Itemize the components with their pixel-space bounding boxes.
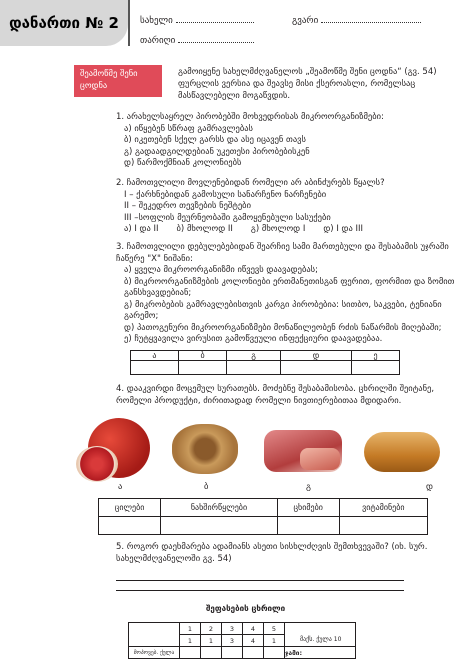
score-earned-3[interactable]: [222, 647, 243, 659]
pomegranate-half-image: [76, 446, 118, 482]
date-field[interactable]: [140, 34, 254, 46]
score-max-2: 1: [201, 635, 222, 647]
date-dots: [178, 34, 254, 43]
q3-option-c: გ) მიკრობების გამრავლებისთვის კარგი პირობებია: სითბო, საკვები, ტენიანი გარემო;: [124, 299, 442, 321]
q2-line-3: III –სოფლის მეურნეობაში გამოყენებული სასუქები: [124, 212, 331, 223]
q1-option-a: ა) იწყებენ სწრაფ გამრავლებას: [124, 123, 254, 134]
name-label: სახელი: [140, 16, 173, 26]
q3-answer-cell-c[interactable]: [227, 361, 280, 375]
score-header-2: 2: [201, 623, 222, 635]
q3-answer-cell-d[interactable]: [280, 361, 351, 375]
question-1: [116, 112, 456, 170]
score-header-4: 4: [243, 623, 264, 635]
question-3: [116, 242, 461, 346]
question-3-text: 3. ჩამოთვლილი დებულებებიდან შეარჩიე სამი მართებული და შესაბამის უჯრაში ჩაწერე "X" ნიშანი:: [116, 242, 449, 264]
score-earned-5[interactable]: [264, 647, 285, 659]
q3-cell-d-label: დ: [280, 351, 351, 361]
answer-line-1[interactable]: [116, 580, 404, 581]
scoring-earned-label: მოპოვებ. ქულა: [129, 647, 180, 659]
walnut-image: [172, 424, 238, 474]
q4-answer-table: [98, 498, 428, 535]
surname-field[interactable]: [292, 14, 421, 26]
q3-option-a: ა) ყველა მიკროორგანიზმი იწვევს დაავადებას;: [124, 265, 318, 275]
q3-cell-b-label: ბ: [178, 351, 227, 361]
q4-answer-fats[interactable]: [277, 517, 339, 535]
name-dots: [176, 14, 254, 23]
q3-option-e: ე) ჩუტყვავილა ვირუსით გამოწვეული ინფექციური დაავადებაა.: [124, 334, 383, 344]
q2-answer-a: ა) I და II: [124, 224, 159, 234]
q3-answer-cell-a[interactable]: [131, 361, 179, 375]
q2-line-2: II – შეკედრო თევზების ნეშტები: [124, 201, 251, 211]
check-knowledge-label: [74, 65, 162, 97]
q2-answer-b: ბ) მხოლოდ II: [176, 224, 233, 234]
score-max-3: 3: [222, 635, 243, 647]
q4-col-fats: ცხიმები: [277, 499, 339, 517]
image-label-b: ბ: [204, 482, 209, 492]
image-label-a: ა: [118, 482, 123, 492]
q2-answer-d: დ) I და III: [323, 224, 364, 234]
q3-option-b: ბ) მიკროორგანიზმების კოლონიები ერთმანეთისგან ფერით, ფორმით და ზომით განსხვავდებიან;: [124, 276, 455, 298]
q3-answer-table: [130, 350, 400, 375]
instruction-text: გამოიყენე სახელმძღვანელოს „შეამოწმე შენი ცოდნა“ (გვ. 54) ფურცლის ვერსია და შეავსე მისი ქსეროასლი, რომელსაც მასწავლებელი მოგაწვდის.: [178, 67, 437, 101]
check-knowledge-title: შეამოწმე შენი ცოდნა: [80, 69, 138, 91]
q1-option-b: ბ) იკეთებენ სქელ გარსს და ასე იცავენ თავს: [124, 135, 306, 145]
q3-answer-cell-e[interactable]: [352, 361, 400, 375]
score-header-1: 1: [180, 623, 201, 635]
question-2-text: 2. ჩამოთვლილი მოვლენებიდან რომელი არ აბინძურებს წყალს?: [116, 178, 385, 188]
surname-dots: [321, 14, 421, 23]
q4-col-proteins: ცილები: [99, 499, 161, 517]
q3-answer-cell-b[interactable]: [178, 361, 227, 375]
image-label-d: დ: [426, 482, 433, 492]
score-max-1: 1: [180, 635, 201, 647]
q3-option-d: დ) პათოგენური მიკროორგანიზმები მონაწილეობენ რძის ნაწარმის მიღებაში;: [124, 322, 442, 333]
question-2: [116, 178, 456, 236]
appendix-title: დანართი № 2: [9, 14, 119, 32]
q4-answer-vitamins[interactable]: [339, 517, 427, 535]
score-header-5: 5: [264, 623, 285, 635]
score-earned-4[interactable]: [243, 647, 264, 659]
q2-answer-c: გ) მხოლოდ I: [250, 224, 306, 234]
q1-option-d: დ) წარმოქმნიან კოლონიებს: [124, 158, 242, 168]
question-1-text: 1. არახელსაყრელ პირობებში მოხვედრისას მიკროორგანიზმები:: [116, 112, 384, 122]
q3-cell-e-label: ე: [352, 351, 400, 361]
score-earned-1[interactable]: [180, 647, 201, 659]
q4-col-vitamins: ვიტამინები: [339, 499, 427, 517]
q4-col-carbohydrates: ნახშირწყლები: [161, 499, 277, 517]
q2-line-1: I – ქარხნებიდან გამოსული სანარჩენო ნარჩენები: [124, 189, 327, 200]
header-divider: [128, 0, 130, 46]
scoring-max-label: მაქს. ქულა 10: [300, 636, 342, 643]
q1-option-c: გ) გადაადგილდებიან უკეთესი პირობებისკენ: [124, 146, 310, 157]
q2-answers: [124, 224, 456, 236]
q4-answer-carbohydrates[interactable]: [161, 517, 277, 535]
scoring-diagonal-cell: [129, 623, 180, 647]
score-earned-2[interactable]: [201, 647, 222, 659]
surname-label: გვარი: [292, 16, 319, 26]
bread-image: [364, 432, 440, 472]
score-max-5: 1: [264, 635, 285, 647]
score-header-3: 3: [222, 623, 243, 635]
scoring-total: ჯამი:: [285, 647, 356, 659]
q4-answer-proteins[interactable]: [99, 517, 161, 535]
appendix-badge: [0, 0, 128, 46]
image-label-c: გ: [306, 482, 311, 492]
scoring-title: შეფასების ცხრილი: [206, 604, 286, 613]
meat-slice-image: [300, 448, 340, 470]
answer-line-2[interactable]: [116, 590, 404, 591]
name-field[interactable]: [140, 14, 254, 26]
score-max-4: 4: [243, 635, 264, 647]
q3-cell-c-label: გ: [227, 351, 280, 361]
date-label: თარიღი: [140, 36, 176, 46]
question-5-text: 5. როგორ დაეხმარება ადამიანს ასეთი სისხლძღვის შემთხვევაში? (იხ. სურ. სახელმძღვანელოში გვ. 54): [116, 542, 428, 564]
question-4-text: 4. დააკვირდი მოცემულ სურათებს. მოძებნე შესაბამისობა. ცხრილში შეიტანე, რომელი პროდუქტი, ძირითადად რომელი ნივთიერებითაა მდიდარი.: [116, 384, 435, 406]
q3-cell-a-label: ა: [131, 351, 179, 361]
